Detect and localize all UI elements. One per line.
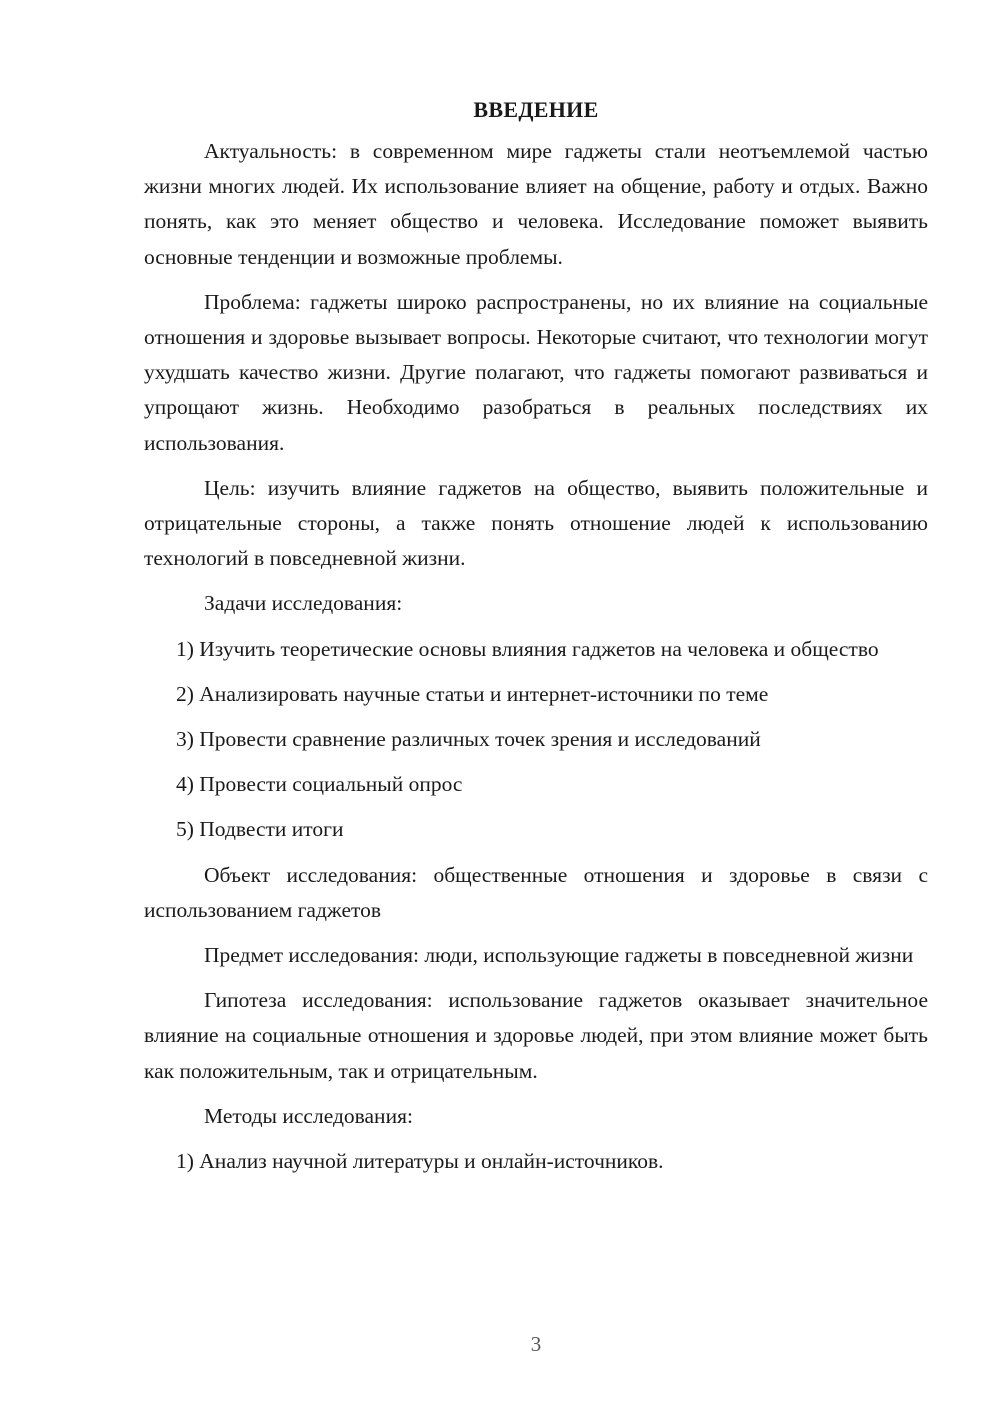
- page-content: [144, 92, 928, 1189]
- task-item: 3) Провести сравнение различных точек зрения и исследований: [176, 727, 761, 752]
- task-item: 5) Подвести итоги: [176, 817, 344, 842]
- method-item: 1) Анализ научной литературы и онлайн-источников.: [176, 1149, 664, 1174]
- problem-paragraph: Проблема: гаджеты широко распространены, но их влияние на социальные отношения и здоровье вызывает вопросы. Некоторые считают, что технологии могут ухудшать качество жизни. Другие полагают, что гаджеты помогают развиваться и упрощают жизнь. Необходимо разобраться в реальных последствиях их использования.: [144, 289, 928, 455]
- subject-paragraph: Предмет исследования: люди, использующие гаджеты в повседневной жизни: [204, 943, 914, 968]
- tasks-heading: Задачи исследования:: [204, 591, 403, 616]
- section-title: ВВЕДЕНИЕ: [473, 97, 599, 122]
- relevance-paragraph: Актуальность: в современном мире гаджеты стали неотъемлемой частью жизни многих людей. Их использование влияет на общение, работу и отдых. Важно понять, как это меняет общество и человека. Исследование поможет выявить основные тенденции и возможные проблемы.: [144, 139, 928, 269]
- page-number: 3: [530, 1332, 542, 1356]
- task-item: 2) Анализировать научные статьи и интернет-источники по теме: [176, 681, 769, 706]
- methods-heading: Методы исследования:: [204, 1103, 413, 1128]
- hypothesis-paragraph: Гипотеза исследования: использование гаджетов оказывает значительное влияние на социальные отношения и здоровье людей, при этом влияние может быть как положительным, так и отрицательным.: [144, 988, 928, 1083]
- object-paragraph: Объект исследования: общественные отношения и здоровье в связи с использованием гаджетов: [144, 862, 928, 922]
- task-item: 1) Изучить теоретические основы влияния гаджетов на человека и общество: [176, 636, 879, 661]
- task-item: 4) Провести социальный опрос: [176, 772, 463, 797]
- goal-paragraph: Цель: изучить влияние гаджетов на общество, выявить положительные и отрицательные стороны, а также понять отношение людей к использованию технологий в повседневной жизни.: [144, 475, 928, 571]
